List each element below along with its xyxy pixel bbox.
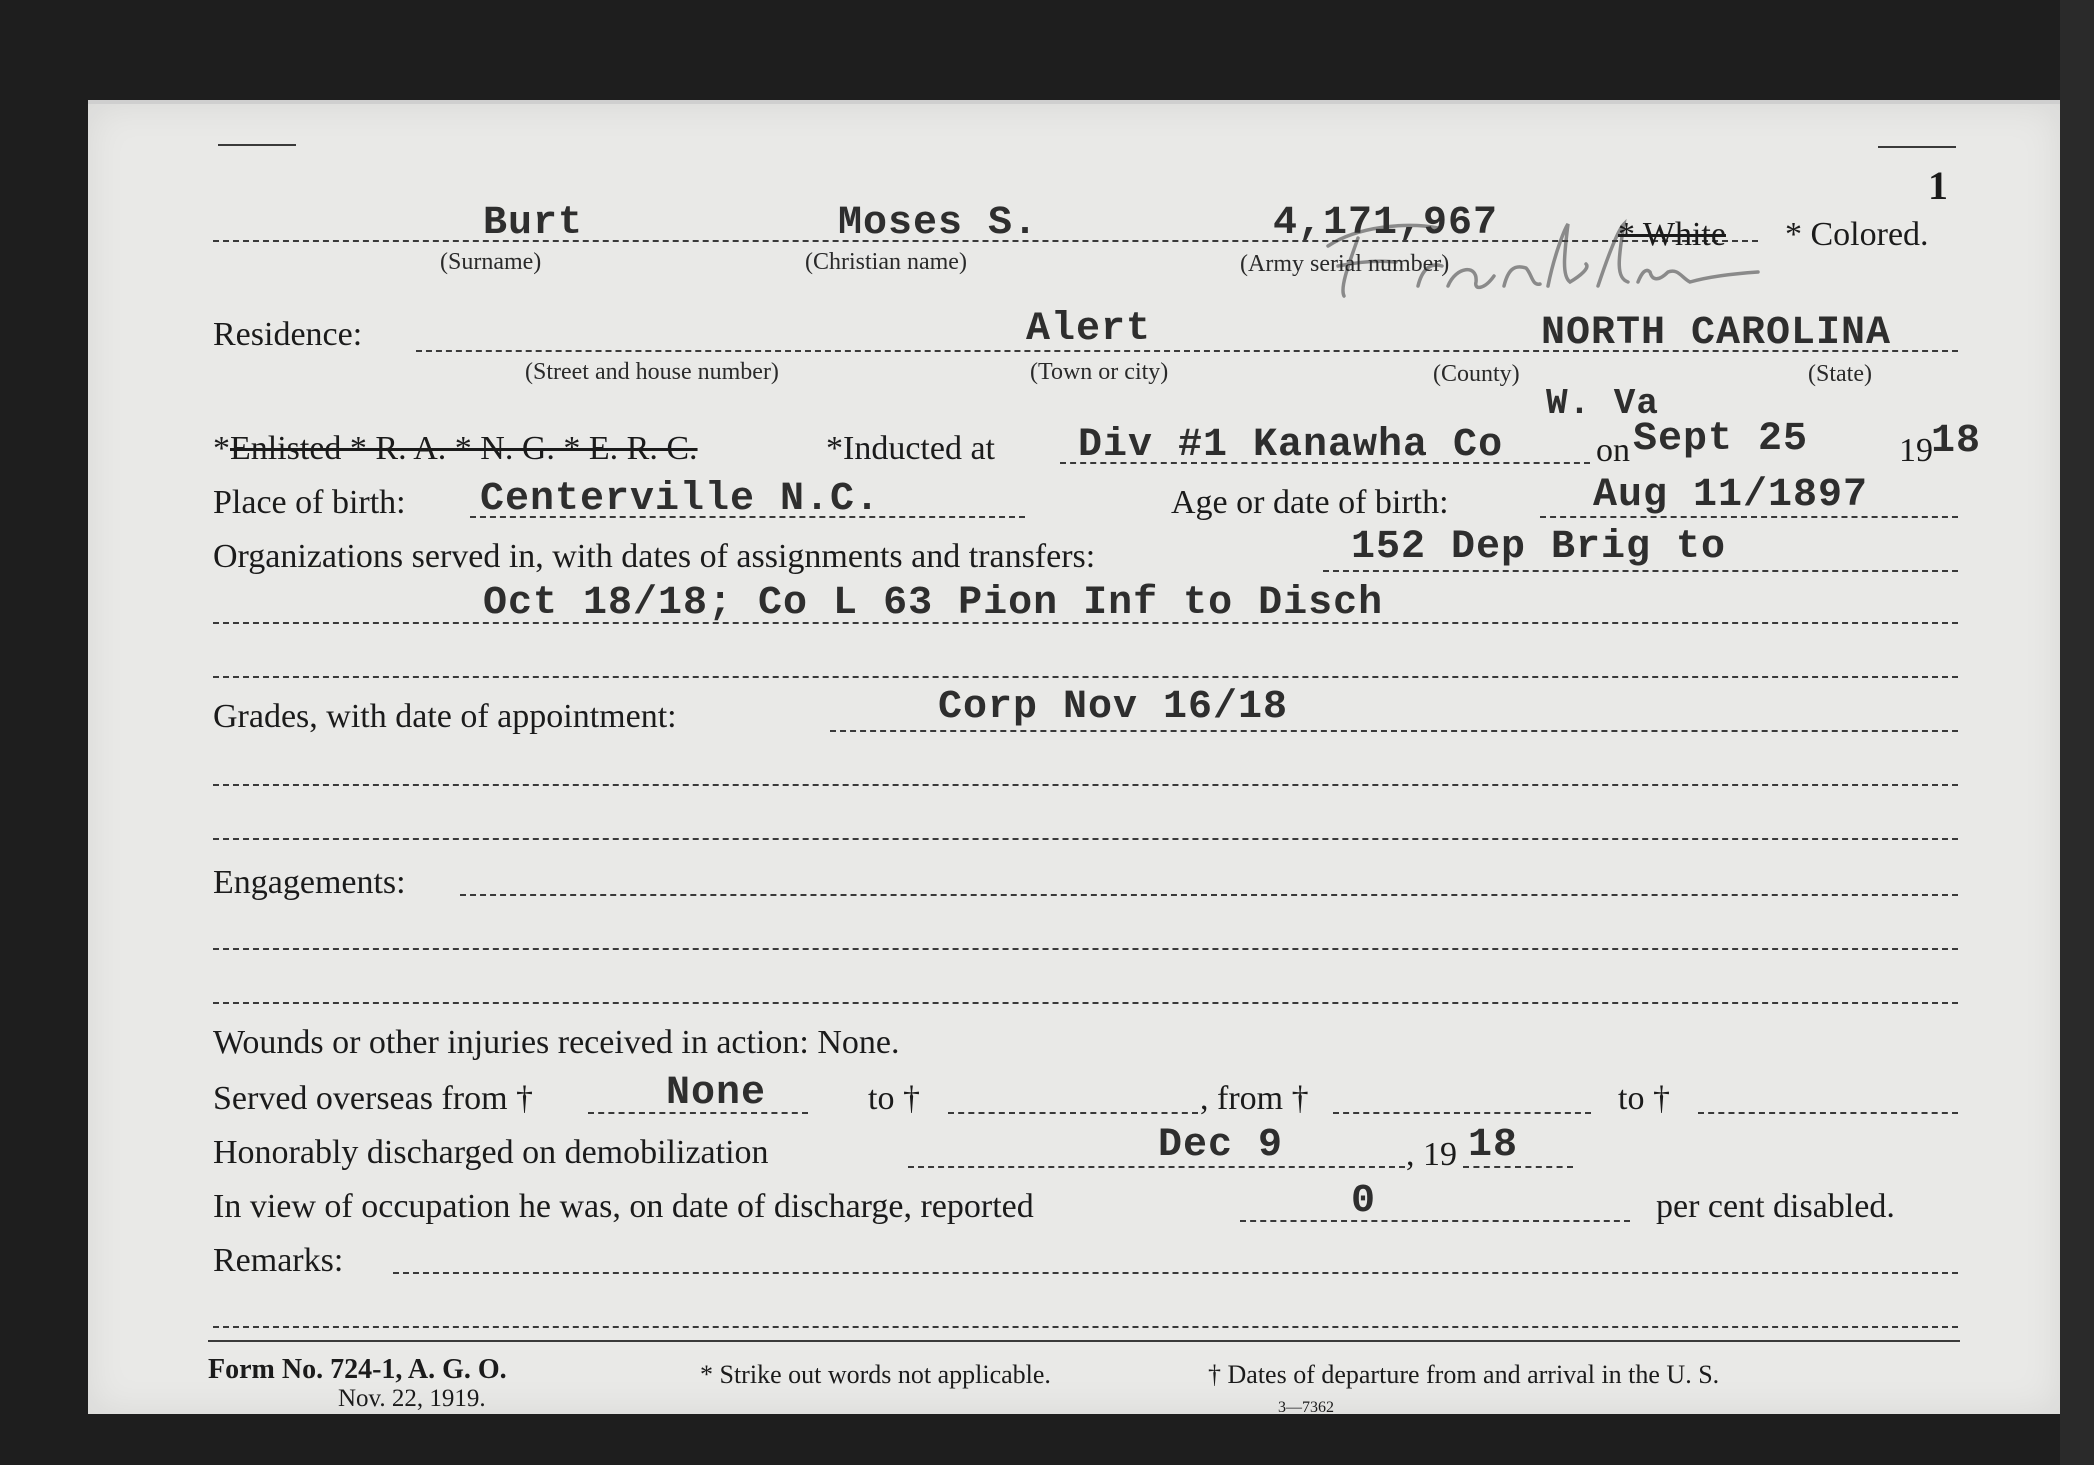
discharge-label: Honorably discharged on demobilization [213, 1134, 769, 1171]
print-code: 3—7362 [1278, 1399, 1334, 1416]
induction-year-value: 18 [1931, 419, 1982, 464]
disability-suffix: per cent disabled. [1656, 1188, 1895, 1225]
discharge-date-value: Dec 9 [1158, 1123, 1284, 1168]
street-caption: (Street and house number) [525, 359, 779, 385]
state-value: NORTH CAROLINA [1541, 311, 1892, 356]
overseas-from-label: Served overseas from † [213, 1080, 534, 1117]
grades-line-1 [830, 730, 1958, 732]
race-white-struck: * White [1618, 216, 1726, 253]
grades-line-3 [213, 838, 1958, 840]
remarks-line-2 [213, 1326, 1958, 1328]
background-edge [2060, 0, 2094, 1465]
enlisted-options-struck: Enlisted * R. A. * N. G. * E. R. C. [230, 430, 698, 467]
on-label: on [1596, 432, 1630, 469]
county-caption: (County) [1433, 361, 1520, 387]
race-colored: * Colored. [1785, 216, 1929, 253]
birth-place-value: Centerville N.C. [480, 477, 881, 522]
birth-place-label: Place of birth: [213, 484, 406, 521]
town-caption: (Town or city) [1030, 359, 1169, 385]
organizations-label: Organizations served in, with dates of assignments and transfers: [213, 538, 1096, 575]
residence-label: Residence: [213, 316, 363, 353]
disability-line [1240, 1220, 1630, 1222]
discharge-year-value: 18 [1468, 1123, 1519, 1168]
serial-number-value: 4,171,967 [1273, 201, 1499, 246]
discharge-year-prefix: , 19 [1406, 1136, 1457, 1173]
engagements-line-3 [213, 1002, 1958, 1004]
inducted-label: *Inducted at [826, 430, 995, 467]
organizations-line-1 [1323, 570, 1958, 572]
christian-name-value: Moses S. [838, 201, 1039, 246]
state-caption: (State) [1808, 361, 1872, 387]
christian-name-caption: (Christian name) [805, 249, 967, 275]
footnote-strike: * Strike out words not applicable. [700, 1360, 1051, 1389]
page-number: 1 [1928, 163, 1948, 208]
engagements-label: Engagements: [213, 864, 406, 901]
discharge-date-line [908, 1166, 1405, 1168]
overseas-to2-line [1698, 1112, 1958, 1114]
wounds-label: Wounds or other injuries received in action: None. [213, 1024, 900, 1061]
overseas-from2-label: , from † [1200, 1080, 1309, 1117]
organizations-value-1: 152 Dep Brig to [1351, 525, 1727, 570]
enlisted-prefix: * [213, 430, 230, 467]
grades-label: Grades, with date of appointment: [213, 698, 677, 735]
induction-year-prefix: 19 [1899, 432, 1933, 469]
disability-label: In view of occupation he was, on date of discharge, reported [213, 1188, 1034, 1225]
remarks-line-1 [393, 1272, 1958, 1274]
top-left-rule [218, 144, 296, 146]
form-date: Nov. 22, 1919. [338, 1385, 486, 1412]
surname-caption: (Surname) [440, 249, 542, 275]
surname-value: Burt [483, 201, 584, 246]
town-value: Alert [1026, 307, 1152, 352]
form-number: Form No. 724-1, A. G. O. [208, 1354, 507, 1385]
overseas-value: None [666, 1071, 767, 1116]
birth-date-value: Aug 11/1897 [1593, 473, 1869, 518]
induction-date-value: Sept 25 [1633, 417, 1809, 462]
service-record-card [88, 100, 2060, 1414]
grades-value: Corp Nov 16/18 [938, 685, 1289, 730]
age-label: Age or date of birth: [1171, 484, 1449, 521]
organizations-value-2: Oct 18/18; Co L 63 Pion Inf to Disch [483, 581, 1384, 626]
engagements-line-2 [213, 948, 1958, 950]
overseas-to-label: to † [868, 1080, 920, 1117]
disability-value: 0 [1351, 1179, 1377, 1224]
engagements-line-1 [460, 894, 1958, 896]
footnote-dates: † Dates of departure from and arrival in the U. S. [1208, 1360, 1720, 1389]
serial-number-caption: (Army serial number) [1240, 251, 1450, 277]
grades-line-2 [213, 784, 1958, 786]
remarks-label: Remarks: [213, 1242, 344, 1279]
footer-rule [208, 1340, 1960, 1342]
overseas-to-line [948, 1112, 1198, 1114]
overseas-to2-label: to † [1618, 1080, 1670, 1117]
inducted-place-value: Div #1 Kanawha Co [1078, 423, 1504, 468]
top-right-rule [1878, 146, 1956, 148]
organizations-line-3 [213, 676, 1958, 678]
county-state-annotation: W. Va [1546, 383, 1660, 424]
overseas-from2-line [1333, 1112, 1591, 1114]
